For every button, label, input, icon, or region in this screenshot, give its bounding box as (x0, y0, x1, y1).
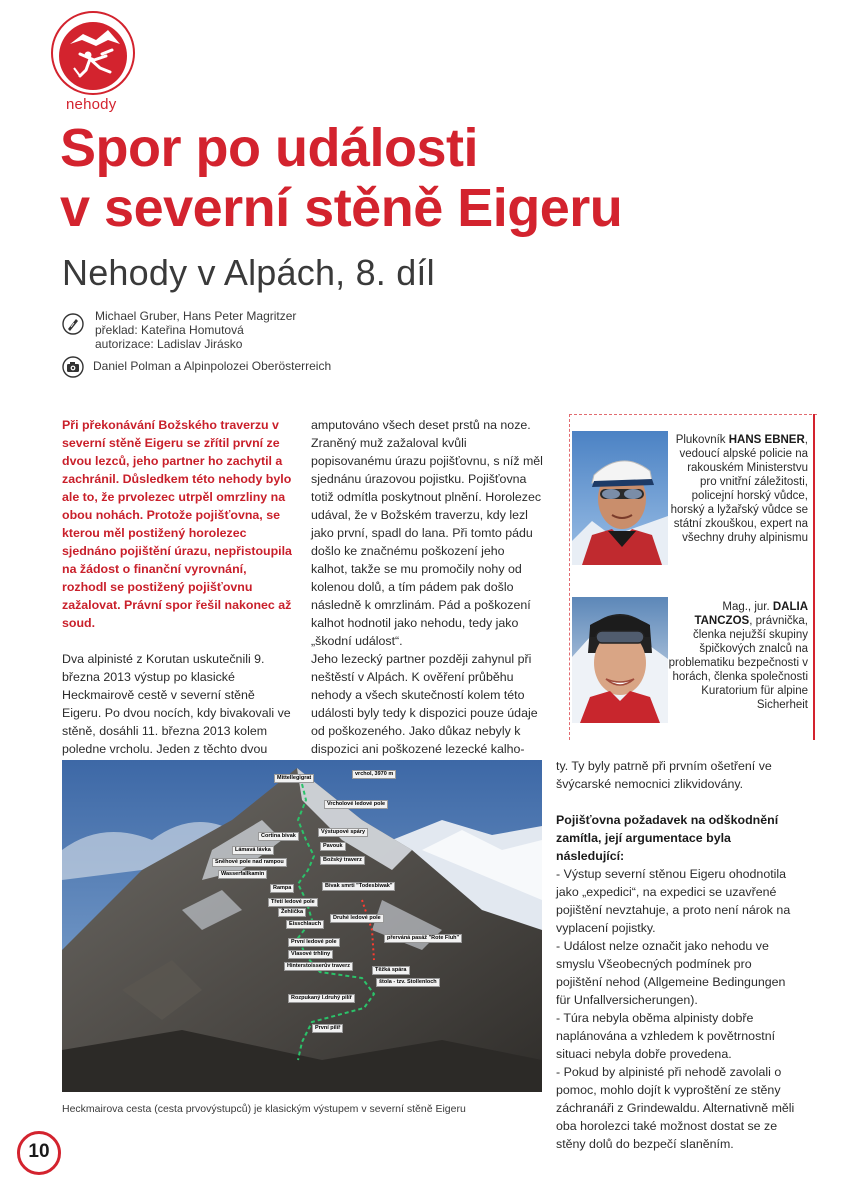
camera-icon (62, 356, 84, 378)
bio-text: , vedoucí alpské policie na rakouském Ministerstvu pro vnitřní záležitosti, policejní horský vůdce, horský a lyžařský vůdce se státní zkouškou, expert na všechny druhy alpinismu (670, 434, 808, 544)
article-column-2 (311, 416, 543, 758)
portrait-hans-ebner (572, 431, 668, 565)
section-logo (50, 10, 136, 96)
sidebar-accent-bar (813, 414, 815, 740)
list-item: - Událost nelze označit jako nehodu ve smyslu Všeobecných podmínek pro pojištění nehod (Allgemeine Bedingungen für Unfallversicherungen). (556, 939, 786, 1007)
route-label: Sněhové pole nad rampou (212, 858, 287, 867)
article-column-1 (62, 416, 294, 794)
route-label: Třetí ledové pole (268, 898, 318, 907)
pen-icon (62, 313, 84, 335)
list-item: - Pokud by alpinisté při nehodě zavolali o pomoc, mohlo dojít k vyproštění ze stěny záchranáři z Grindewaldu. Alternativně měli oba horolezci také možnost dostat se ze stěny dolů do bezpečí slaněním. (556, 1065, 795, 1151)
route-label: Mittellegigrat (274, 774, 314, 783)
body-paragraph: Jeho lezecký partner později zahynul při neštěstí v Alpách. K ověření průběhu nehody a všech skutečností kolem této události byly tedy k dispozici pouze údaje od poškozeného. Jako důkaz nebyly k dispozici ani poškozené lezecké kalho- (311, 652, 538, 756)
title-line-1: Spor po události (60, 118, 478, 178)
bio-prefix: Mag., jur. (722, 601, 773, 613)
body-paragraph: ty. Ty byly patrně při prvním ošetření ve švýcarské nemocnici zlikvidovány. (556, 759, 772, 791)
route-label: Bivak smrti "Todesbiwak" (322, 882, 395, 891)
author-credits (95, 309, 296, 351)
body-paragraph: Dva alpinisté z Korutan uskutečnili 9. března 2013 výstup po klasické Heckmairově cestě v severní stěně Eigeru. Po dvou nocích, kdy bivakovali ve stěně, dosáhli 11. března 2013 kolem poledne vrcholu. Jeden z těchto dvou (62, 652, 291, 756)
page-number: 10 (28, 1141, 50, 1162)
route-label: Wasserfallkamin (218, 870, 267, 879)
route-label: Těžká spára (372, 966, 410, 975)
route-label: Rozpukaný I.druhý pilíř (288, 994, 355, 1003)
bio-name: HANS EBNER (728, 434, 805, 446)
portrait-dalia-tanczos (572, 597, 668, 723)
bio-name: DALIA TANCZOS (694, 601, 808, 627)
route-label: Hinterstoisserův traverz (284, 962, 353, 971)
route-label: Výstupové spáry (318, 828, 368, 837)
article-column-3 (556, 757, 796, 1153)
authorization-line: autorizace: Ladislav Jirásko (95, 337, 243, 351)
title-line-2: v severní stěně Eigeru (60, 178, 623, 238)
route-label: První pilíř (312, 1024, 343, 1033)
route-label: První ledové pole (288, 938, 340, 947)
bio-dalia-tanczos (668, 600, 808, 712)
list-item: - Výstup severní stěnou Eigeru ohodnotila jako „expedici“, na expedici se uzavřené pojištění nevztahuje, a proto není nárok na vyplacení pojistky. (556, 867, 791, 935)
body-paragraph: amputováno všech deset prstů na noze. Zraněný muž zažaloval kvůli popisovanému úrazu pojišťovnu, s níž měl sjednánu úrazovou pojistku. Pojišťovna totiž odmítla poskytnout plnění. Horolezec udával, že v Božském traverzu, kdy lezl jako první, spadl do lana. Při tomto pádu došlo ke značnému poškození jeho kalhot, takže se mu promočily nohy od kolenou dolů, a tím pádem pak došlo následně k omrzlinám. Pád a poškození kalhot hodnotil jako nehodu, tedy jako „škodní událost“. (311, 418, 543, 648)
route-label: Druhé ledové pole (330, 914, 384, 923)
lead-paragraph: Při překonávání Božského traverzu v severní stěně Eigeru se zřítil první ze dvou lezců, jeho partner ho zachytil a zachránil. Důsledkem této nehody bylo ale to, že prvolezec utrpěl omrzliny na obou nohách. Protože pojišťovna, se kterou měl postižený horolezec sjednáno pojištění úrazu, nepřistoupila na žádost o finanční vyrovnání, rozhodl se postižený pojišťovnu zažalovat. Právní spor řešil nakonec až soud. (62, 418, 292, 630)
route-label: Vlasové trhliny (288, 950, 333, 959)
bio-hans-ebner (668, 433, 808, 545)
route-label: Božský traverz (320, 856, 365, 865)
route-label: Pavouk (320, 842, 346, 851)
route-label: Lámavá lávka (232, 846, 274, 855)
photo-credit: Daniel Polman a Alpinpolozei Oberösterreich (93, 359, 332, 373)
article-title (60, 118, 820, 238)
figure-caption: Heckmairova cesta (cesta prvovýstupců) je klasickým výstupem v severní stěně Eigeru (62, 1103, 466, 1115)
bio-text: , právnička, členka nejužší skupiny špičkových znalců na problematiku bezpečnosti v horách, členka společnosti Kuratorium für alpine Sicherheit (668, 615, 808, 711)
route-label: vrchol, 3970 m (352, 770, 396, 779)
list-item: - Túra nebyla oběma alpinisty dobře naplánována a vzhledem k povětrnostní situaci nebyla dobře provedena. (556, 1011, 776, 1061)
section-heading: Pojišťovna požadavek na odškodnění zamítla, její argumentace byla následující: (556, 813, 779, 863)
eiger-route-photo (62, 760, 542, 1092)
route-label: Cortina bivak (258, 832, 299, 841)
route-label: štola - tzv. Stollenloch (376, 978, 440, 987)
article-subtitle: Nehody v Alpách, 8. díl (62, 252, 435, 293)
translation-line: překlad: Kateřina Homutová (95, 323, 244, 337)
route-label: Rampa (270, 884, 294, 893)
route-label: Eisschlauch (286, 920, 324, 929)
route-label: Žehlička (278, 908, 306, 917)
section-label: nehody (66, 96, 117, 113)
route-label: přerváná pasáž "Rote Fluh" (384, 934, 462, 943)
route-label: Vrcholové ledové pole (324, 800, 388, 809)
authors-line: Michael Gruber, Hans Peter Magritzer (95, 309, 297, 323)
bio-prefix: Plukovník (675, 434, 729, 446)
